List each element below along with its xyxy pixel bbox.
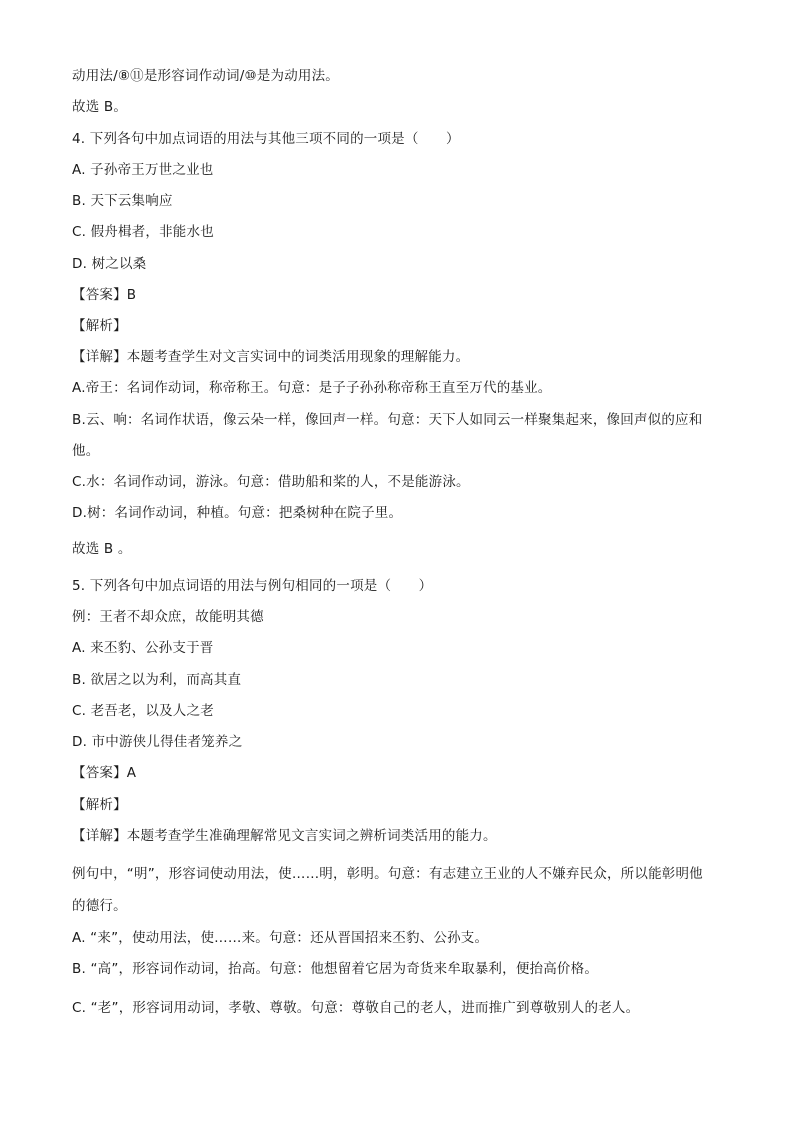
- text-line: A.帝王：名词作动词，称帝称王。句意：是子子孙孙称帝称王直至万代的基业。: [72, 380, 552, 396]
- question-5-analysis-heading: 【解析】: [72, 797, 127, 813]
- question-4-option-b: B. 天下云集响应: [72, 193, 173, 209]
- question-5-detail: 【详解】本题考查学生准确理解常见文言实词之辨析词类活用的能力。: [72, 828, 497, 844]
- question-4-answer: 【答案】B: [72, 287, 137, 303]
- text-line: 的德行。: [72, 898, 127, 914]
- question-4-analysis-heading: 【解析】: [72, 318, 127, 334]
- text-line: 故选 B。: [72, 99, 128, 115]
- question-5-option-c: C. 老吾老，以及人之老: [72, 703, 214, 719]
- question-5-stem: 5. 下列各句中加点词语的用法与例句相同的一项是（ ）: [72, 578, 433, 594]
- text-line: B. “高”，形容词作动词，抬高。句意：他想留着它居为奇货来牟取暴利，便抬高价格。: [72, 961, 599, 977]
- question-5-option-a: A. 来丕豹、公孙支于晋: [72, 640, 214, 656]
- question-5-option-b: B. 欲居之以为利，而高其直: [72, 672, 242, 688]
- text-line: C.水：名词作动词，游泳。句意：借助船和桨的人，不是能游泳。: [72, 474, 470, 490]
- text-line: D.树：名词作动词，种植。句意：把桑树种在院子里。: [72, 505, 403, 521]
- text-line: 他。: [72, 443, 100, 459]
- question-4-option-c: C. 假舟楫者，非能水也: [72, 224, 214, 240]
- question-4-stem: 4. 下列各句中加点词语的用法与其他三项不同的一项是（ ）: [72, 131, 460, 147]
- text-line: C. “老”，形容词用动词，孝敬、尊敬。句意：尊敬自己的老人，进而推广到尊敬别人的老人。: [72, 1000, 640, 1016]
- text-line: A. “来”，使动用法，使……来。句意：还从晋国招来丕豹、公孙支。: [72, 930, 489, 946]
- question-5-example: 例：王者不却众庶，故能明其德: [72, 609, 264, 625]
- question-4-detail: 【详解】本题考查学生对文言实词中的词类活用现象的理解能力。: [72, 349, 470, 365]
- text-line: 例句中，“明”，形容词使动用法，使……明，彰明。句意：有志建立王业的人不嫌弃民众，所以能彰明他: [72, 866, 703, 882]
- text-line: 动用法/⑧⑪是形容词作动词/⑩是为动用法。: [72, 68, 340, 84]
- text-line: B.云、响：名词作状语，像云朵一样，像回声一样。句意：天下人如同云一样聚集起来，像回声似的应和: [72, 412, 703, 428]
- question-4-option-d: D. 树之以桑: [72, 256, 147, 272]
- question-5-answer: 【答案】A: [72, 765, 137, 781]
- question-4-conclusion: 故选 B 。: [72, 541, 132, 557]
- question-5-option-d: D. 市中游侠儿得佳者笼养之: [72, 734, 243, 750]
- question-4-option-a: A. 子孙帝王万世之业也: [72, 162, 214, 178]
